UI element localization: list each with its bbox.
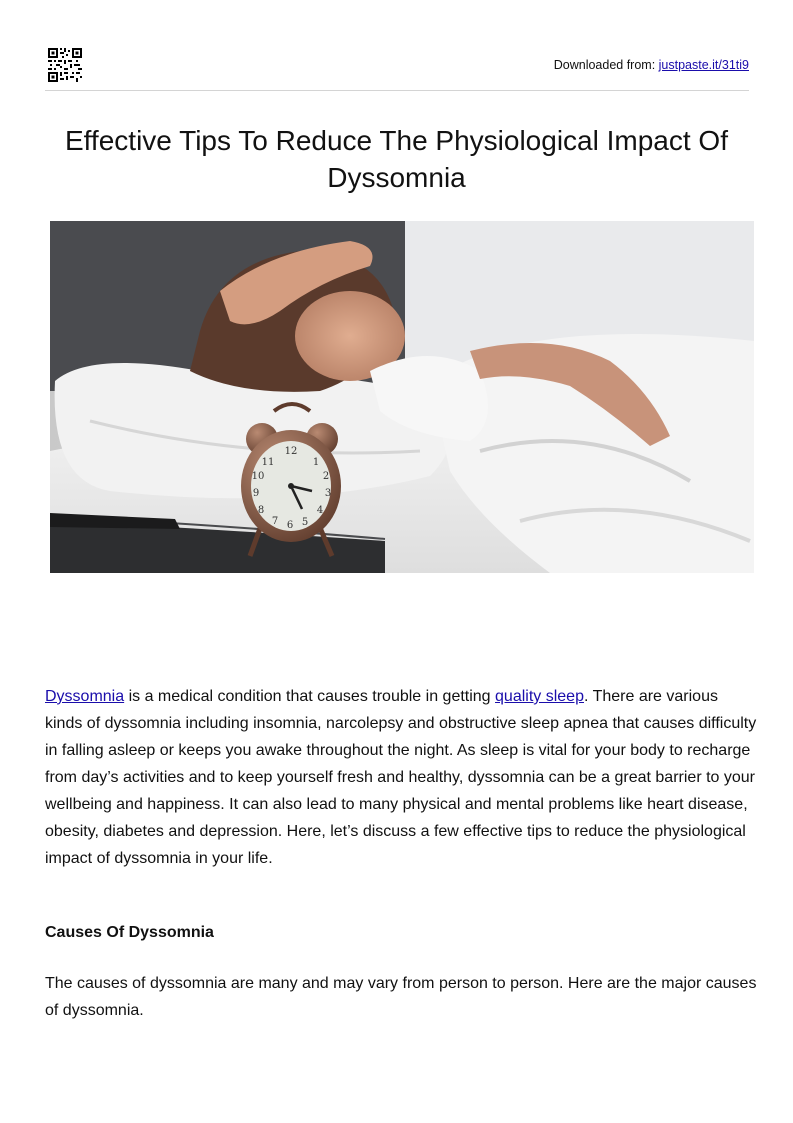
hero-image: [50, 221, 754, 573]
svg-text:11: 11: [261, 457, 275, 468]
hero-illustration: [50, 221, 754, 573]
qr-code-icon: [47, 47, 83, 83]
intro-paragraph: [45, 683, 757, 872]
svg-text:7: 7: [271, 516, 279, 527]
source-prefix: Downloaded from:: [553, 58, 659, 72]
dyssomnia-link[interactable]: Dyssomnia: [45, 688, 125, 705]
svg-text:8: 8: [257, 505, 265, 516]
quality-sleep-link[interactable]: quality sleep: [495, 688, 584, 705]
svg-text:10: 10: [251, 471, 265, 482]
intro-text-1: is a medical condition that causes trouble in getting: [124, 688, 496, 705]
svg-text:2: 2: [322, 471, 330, 482]
source-line: [554, 58, 749, 72]
svg-text:4: 4: [316, 505, 324, 516]
svg-text:9: 9: [252, 488, 260, 499]
section-heading: Causes Of Dyssomnia: [45, 924, 214, 941]
header-divider: [45, 90, 749, 91]
svg-text:1: 1: [312, 457, 320, 468]
intro-text-2: . There are various kinds of dyssomnia including insomnia, narcolepsy and obstructive sleep apnea that causes difficulty in falling asleep or keeps you awake throughout the night. As sleep is vital for your body to recharge from day’s activities and to keep yourself fresh and healthy, dyssomnia can be a great barrier to your wellbeing and happiness. It can also lead to many physical and mental problems like heart disease, obesity, diabetes and depression. Here, let’s discuss a few effective tips to reduce the physiological impact of dyssomnia in your life.: [45, 688, 757, 867]
article-title: Effective Tips To Reduce The Physiological Impact Of Dyssomnia: [64, 125, 728, 193]
source-link[interactable]: justpaste.it/31ti9: [658, 58, 749, 72]
svg-text:6: 6: [286, 520, 294, 531]
svg-text:3: 3: [324, 488, 332, 499]
svg-text:12: 12: [284, 446, 298, 457]
svg-text:5: 5: [301, 517, 309, 528]
causes-paragraph: The causes of dyssomnia are many and may vary from person to person. Here are the major causes of dyssomnia.: [45, 975, 757, 1019]
